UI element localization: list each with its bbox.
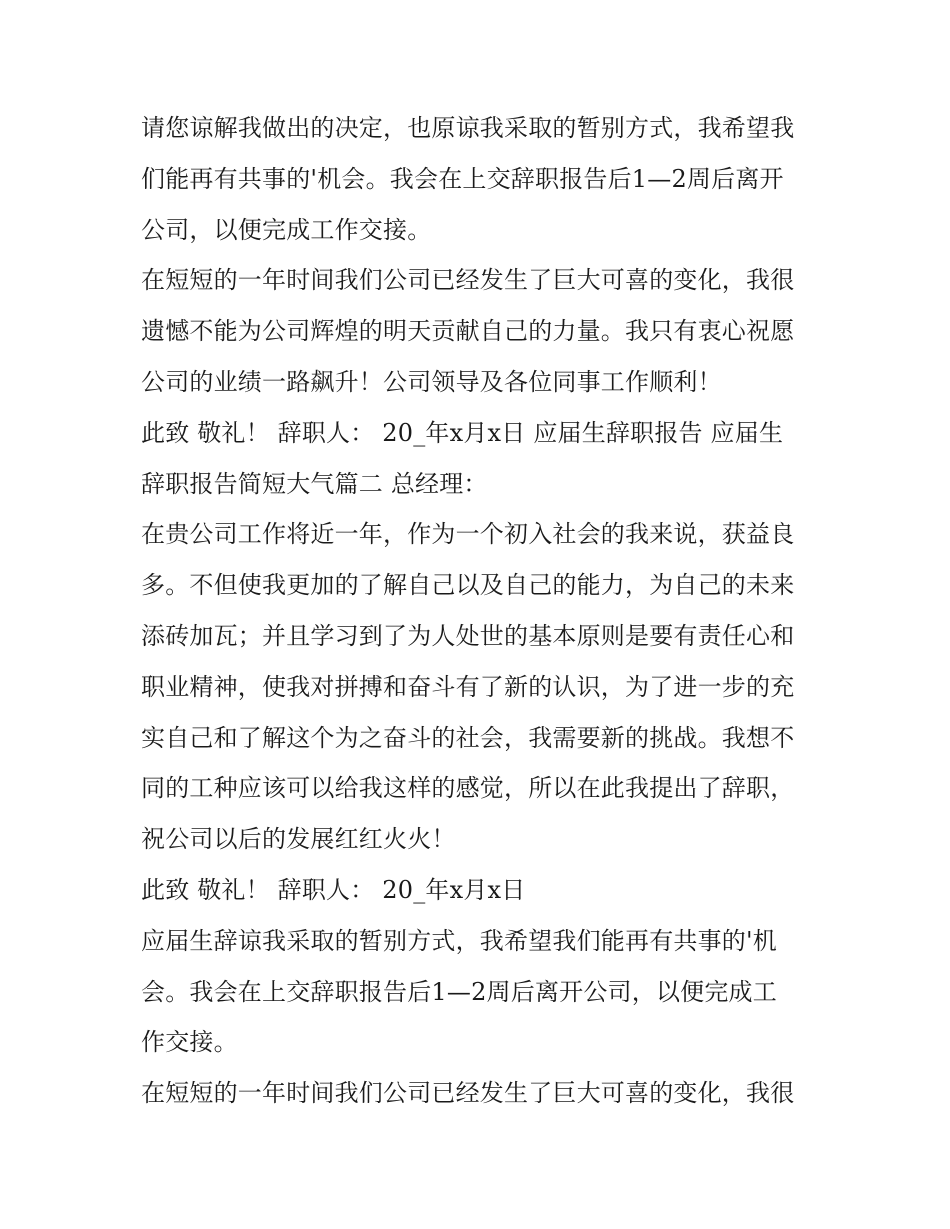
text-line: 同的工种应该可以给我这样的感觉，所以在此我提出了辞职，	[141, 774, 795, 803]
text-line: 在贵公司工作将近一年，作为一个初入社会的我来说，获益良	[141, 520, 795, 549]
text-line: 职业精神，使我对拼搏和奋斗有了新的认识，为了进一步的充	[141, 672, 795, 701]
text-line: 此致 敬礼！ 辞职人： 20_年x月x日	[141, 875, 526, 904]
text-line: 会。我会在上交辞职报告后1—2周后离开公司，以便完成工	[141, 977, 777, 1006]
text-line: 在短短的一年时间我们公司已经发生了巨大可喜的变化，我很	[141, 266, 795, 295]
text-line: 请您谅解我做出的决定，也原谅我采取的暂别方式，我希望我	[141, 114, 795, 142]
text-line: 公司，以便完成工作交接。	[141, 215, 432, 244]
text-line: 多。不但使我更加的了解自己以及自己的能力，为自己的未来	[141, 571, 795, 600]
text-line: 公司的业绩一路飙升！公司领导及各位同事工作顺利！	[141, 367, 722, 396]
text-line: 祝公司以后的发展红红火火！	[141, 825, 456, 854]
text-line: 实自己和了解这个为之奋斗的社会，我需要新的挑战。我想不	[141, 723, 795, 752]
document-body	[141, 103, 831, 1119]
text-line: 辞职报告简短大气篇二 总经理：	[141, 469, 488, 498]
text-line: 作交接。	[141, 1028, 238, 1057]
text-line: 在短短的一年时间我们公司已经发生了巨大可喜的变化，我很	[141, 1079, 795, 1108]
text-line: 们能再有共事的'机会。我会在上交辞职报告后1—2周后离开	[141, 164, 784, 193]
text-line: 添砖加瓦；并且学习到了为人处世的基本原则是要有责任心和	[141, 621, 795, 650]
text-line: 应届生辞谅我采取的暂别方式，我希望我们能再有共事的'机	[141, 926, 777, 955]
text-line: 遗憾不能为公司辉煌的明天贡献自己的力量。我只有衷心祝愿	[141, 317, 795, 346]
text-line: 此致 敬礼！ 辞职人： 20_年x月x日 应届生辞职报告 应届生	[141, 418, 784, 447]
